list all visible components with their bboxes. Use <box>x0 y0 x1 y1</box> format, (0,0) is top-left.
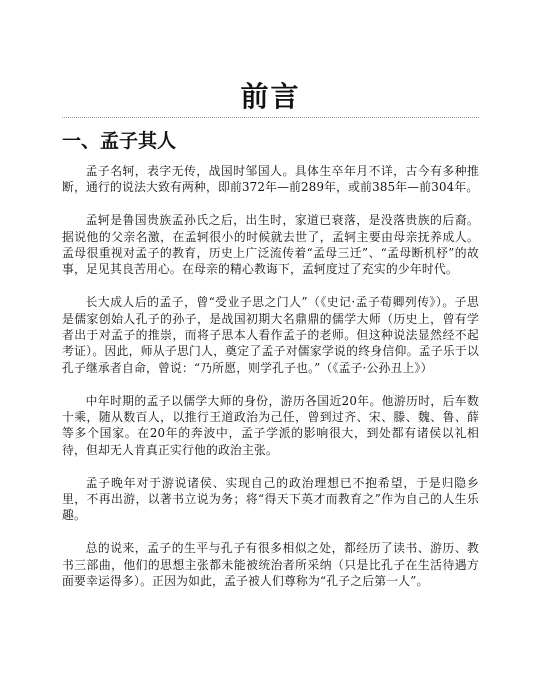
body-text <box>62 163 479 606</box>
paragraph: 总的说来，孟子的生平与孔子有很多相似之处，都经历了读书、游历、教书三部曲，他们的思想主张都未能被统治者所采纳（只是比孔子在生活待遇方面要幸运得多）。正因为如此，孟子被人们尊称为“孔子之后第一人”。 <box>62 541 479 589</box>
title-divider <box>62 117 479 118</box>
paragraph: 孟子晚年对于游说诸侯、实现自己的政治理想已不抱希望，于是归隐乡里，不再出游，以著书立说为务；将“得天下英才而教育之”作为自己的人生乐趣。 <box>62 475 479 523</box>
section-heading: 一、孟子其人 <box>62 130 177 152</box>
paragraph: 中年时期的孟子以儒学大师的身份，游历各国近20年。他游历时，后车数十乘，随从数百人，以推行王道政治为己任，曾到过齐、宋、滕、魏、鲁、薛等多个国家。在20年的奔波中，孟子学派的影响很大，到处都有诸侯以礼相待，但却无人肯真正实行他的政治主张。 <box>62 393 479 457</box>
paragraph: 孟子名轲，表字无传，战国时邹国人。具体生卒年月不详，古今有多种推断，通行的说法大致有两种，即前372年—前289年，或前385年—前304年。 <box>62 164 479 195</box>
paragraph: 孟轲是鲁国贵族孟孙氏之后，出生时，家道已衰落，是没落贵族的后裔。据说他的父亲名激，在孟轲很小的时候就去世了，孟轲主要由母亲抚养成人。孟母很重视对孟子的教育，历史上广泛流传着“孟母三迁”、“孟母断机杼”的故事，足见其良苦用心。在母亲的精心教诲下，孟轲度过了充实的少年时代。 <box>62 213 479 277</box>
paragraph: 长大成人后的孟子，曾“受业子思之门人”（《史记·孟子荀卿列传》）。子思是儒家创始人孔子的孙子，是战国初期大名鼎鼎的儒学大师（历史上，曾有学者出于对孟子的推崇，而将子思本人看作孟子的老师。但这种说法显然经不起考证）。因此，师从子思门人，奠定了孟子对儒家学说的终身信仰。孟子乐于以孔子继承者自命，曾说：“乃所愿，则学孔子也。”（《孟子·公孙丑上》） <box>62 295 479 375</box>
page-title: 前言 <box>240 80 301 113</box>
